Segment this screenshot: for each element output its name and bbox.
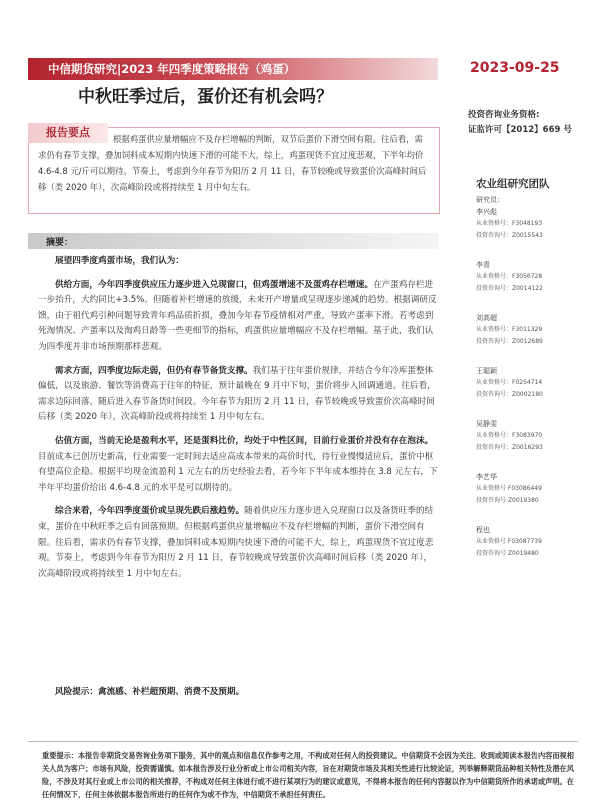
- disclaimer: 重要提示：本报告非期货交易咨询业务项下服务，其中的观点和信息仅作参考之用，不构成对任何人的投资建议。中信期货不会因为关注、收到或阅读本报告内容而视相关人员为客户；市场有风险，投资需谨慎。如本报告涉及行业分析或上市公司相关内容，旨在对期货市场及其相关性进行比较论证，列举解释期货品种相关特性及潜在风险，不涉及对其行业或上市公司的相关推荐，不构成对任何主体进行或不进行某项行为的建议或意见，不得将本报告的任何内容据以作为中信期货所作的承诺或声明。在任何情况下，任何主体依据本报告所进行的任何作为或不作为，中信期货不承担任何责任。: [42, 751, 574, 799]
- member-name: 李青: [476, 261, 490, 269]
- supply-body: 在产蛋鸡存栏进一步抬升，大约同比+3.5%。但随着补栏增速的放缓，未来开产增量或呈现逐步递减的趋势。根据调研反馈，由于祖代鸡引种问题导致青年鸡品质折损，叠加今年春节疫情相对严重，导致产蛋率下滑。若考虑到死淘情况、产蛋率以及淘鸡日龄等一些更细节的指标，鸡蛋供应量增幅应不及存栏增幅。基于此，我们认为四季度并非市场预期那样悲观。: [38, 279, 437, 352]
- team-member: [476, 312, 596, 348]
- member-qualification: 从业资格号：F0254714: [476, 379, 543, 386]
- abstract-bar: [28, 233, 438, 249]
- member-name: 李艺华: [476, 473, 497, 481]
- demand-paragraph: [38, 364, 438, 426]
- summary-tag: 报告要点: [28, 123, 108, 143]
- valuation-paragraph: [38, 434, 438, 496]
- conclusion-lead: 综合来看，今年四季度蛋价或呈现先跌后涨趋势。: [55, 506, 245, 517]
- member-qualification: 从业资格号 F03086449: [476, 485, 542, 492]
- member-advisory: 投资咨询号：Z0016293: [476, 444, 543, 451]
- team-member: [476, 206, 596, 242]
- research-team: [476, 176, 596, 577]
- valuation-body: 目前成本已创历史新高，行业需要一定时间去适应高成本带来的高价时代，待行业慢慢适应后，蛋价中枢有望高位企稳。根据平均现金流盈利 1 元左右的历史经验去看，若今年下半年成本维持在 3.8 元左右，下半年平均蛋价给出 4.6-4.8 元的水平是可以期待的。: [38, 451, 438, 493]
- team-label: 研究员：: [476, 196, 504, 204]
- page-title: 中秋旺季过后，蛋价还有机会吗？: [78, 87, 333, 107]
- member-advisory: 投资咨询号：Z0015543: [476, 232, 543, 239]
- conclusion-body: 随着供应压力逐步进入兑现窗口以及备货旺季的结束，蛋价在中秋旺季之后有回落预期。但根据鸡蛋供应量增幅应不及存栏增幅的判断，蛋价下滑空间有限。往后看，需求仍有春节支撑，叠加饲料成本短期内快速下滑的可能不大，综上，鸡蛋现货不宜过度悲观。节奏上，考虑到今年春节为阳历 2 月 11 日，春节较晚或导致蛋价次高峰时间后移（类 2020 年），次高峰阶段或将持续至 1 月中旬左右。: [38, 506, 434, 579]
- valuation-lead: 估值方面，当前无论是盈利水平，还是蛋料比价，均处于中性区间，目前行业蛋价并没有存在泡沫。: [55, 435, 434, 446]
- team-member: [476, 524, 596, 560]
- risk-warning: 风险提示：禽流感、补栏超预期、消费不及预期。: [55, 687, 245, 697]
- team-member: [476, 471, 596, 507]
- member-name: 李兴彪: [476, 208, 497, 216]
- demand-lead: 需求方面，四季度边际走弱，但仍有春节备货支撑。: [55, 365, 253, 376]
- member-qualification: 从业资格号：F3056728: [476, 273, 543, 280]
- certification: [468, 108, 598, 138]
- member-advisory: 投资咨询号：Z0012689: [476, 338, 543, 345]
- abstract-intro: 展望四季度鸡蛋市场，我们认为：: [55, 256, 184, 266]
- report-date: 2023-09-25: [470, 60, 560, 76]
- member-name: 刘高超: [476, 314, 497, 322]
- conclusion-paragraph: [38, 504, 438, 582]
- supply-paragraph: [38, 278, 438, 356]
- footer-divider: [28, 741, 578, 742]
- member-advisory: 投资咨询号：Z0014122: [476, 285, 543, 292]
- team-member: [476, 259, 596, 295]
- certification-line-1: 投资咨询业务资格:: [468, 110, 540, 120]
- member-advisory: 投资咨询号 Z0019380: [476, 497, 539, 504]
- team-title: 农业组研究团队: [476, 178, 550, 190]
- member-advisory: 投资咨询号 Z0019480: [476, 550, 539, 557]
- member-name: 吴静雯: [476, 420, 497, 428]
- team-member: [476, 365, 596, 401]
- certification-line-2: 证监许可【2012】669 号: [468, 125, 572, 135]
- member-name: 王聪颖: [476, 367, 497, 375]
- member-qualification: 从业资格号：F3011329: [476, 326, 543, 333]
- member-advisory: 投资咨询号：Z0002180: [476, 391, 543, 398]
- demand-body: 我们基于往年蛋价规律，并结合今年冷库蛋整体偏低，以及旅游、餐饮等消费高于往年的特征，预计最晚在 9 月中下旬，蛋价将步入回调通道。往后看，需求边际回落，随后进入春节备货时间段。今年春节为阳历 2 月 11 日，春节较晚或导致蛋价次高峰时间后移（类 2020 年），次高峰阶段或将持续至 1 月中旬左右。: [38, 365, 436, 423]
- member-qualification: 从业资格号：F3048193: [476, 220, 543, 227]
- summary-text: 根据鸡蛋供应量增幅应不及存栏增幅的判断，双节后蛋价下滑空间有限。往后看，需求仍有春节支撑，叠加饲料成本短期内快速下滑的可能不大，综上，鸡蛋现货不宜过度悲观，下半年均价 4.6-4.8 元/斤可以期待。节奏上，考虑到今年春节为阳历 2 月 11 日，春节较晚或导致蛋价次高峰时间后移（类 2020 年），次高峰阶段或将持续至 1 月中旬左右。: [38, 134, 427, 192]
- member-qualification: 从业资格号 F03087739: [476, 538, 542, 545]
- report-series-title: 中信期货研究|2023 年四季度策略报告（鸡蛋）: [48, 62, 296, 76]
- abstract-body: [38, 254, 438, 590]
- member-name: 程也: [476, 526, 490, 534]
- abstract-label: 摘要：: [46, 238, 74, 248]
- member-qualification: 从业资格号：F3083970: [476, 432, 543, 439]
- supply-lead: 供给方面，今年四季度供应压力逐步进入兑现窗口，但鸡蛋增速不及蛋鸡存栏增速。: [55, 279, 373, 290]
- team-member: [476, 418, 596, 454]
